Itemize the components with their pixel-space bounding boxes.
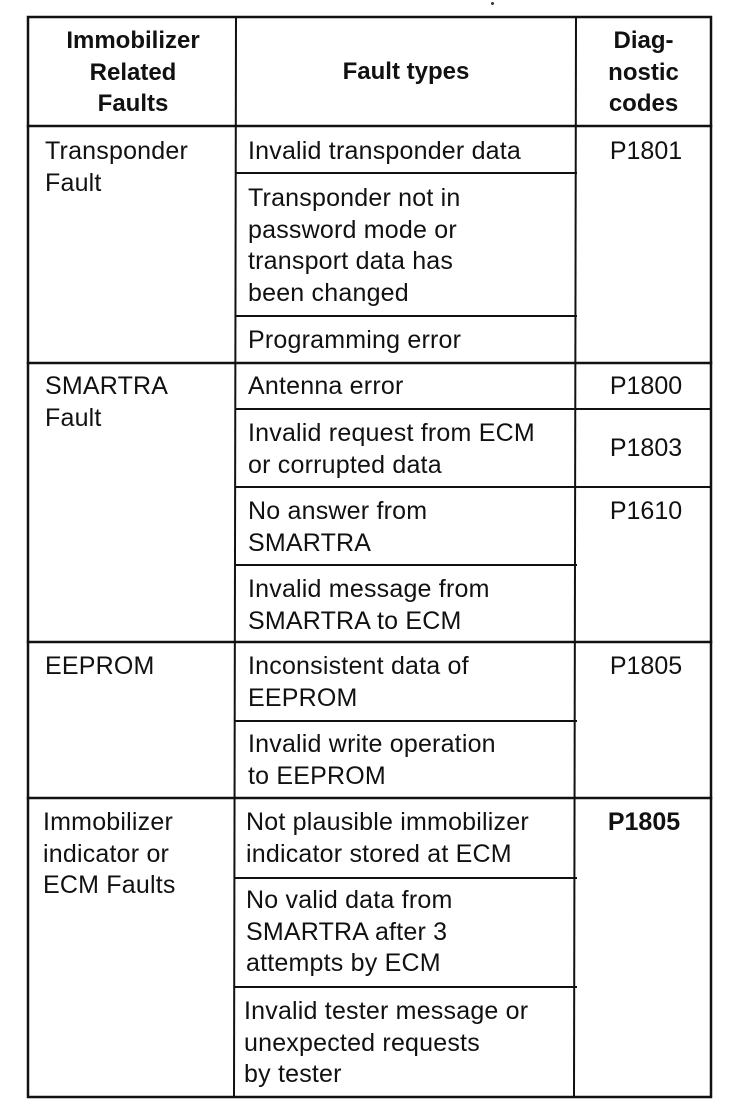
fault-category-transponder: Transponder Fault xyxy=(45,137,189,197)
fault-type-no-valid-data-from-smartra: No valid data from SMARTRA after 3 attempts by ECM xyxy=(246,886,453,977)
diagnostic-code-p1803: P1803 xyxy=(609,434,683,462)
fault-type-invalid-transponder-data: Invalid transponder data xyxy=(248,137,522,165)
fault-type-invalid-request-from-ecm: Invalid request from ECM or corrupted data xyxy=(248,419,535,479)
fault-type-invalid-tester-message: Invalid tester message or unexpected requests by tester xyxy=(244,997,529,1088)
fault-type-antenna-error: Antenna error xyxy=(248,372,404,400)
fault-type-not-plausible-immobilizer-indicator: Not plausible immobilizer indicator stored at ECM xyxy=(246,808,529,868)
fault-type-no-answer-from-smartra: No answer from SMARTRA xyxy=(248,497,428,557)
fault-type-invalid-message-from-smartra: Invalid message from SMARTRA to ECM xyxy=(248,575,490,635)
fault-category-eeprom: EEPROM xyxy=(45,652,155,680)
diagnostic-code-p1801: P1801 xyxy=(609,137,683,165)
header-fault-types: Fault types xyxy=(342,58,470,85)
fault-category-immobilizer-indicator-ecm: Immobilizer indicator or ECM Faults xyxy=(43,808,176,899)
fault-type-programming-error: Programming error xyxy=(248,326,462,354)
diagnostic-code-p1805-eeprom: P1805 xyxy=(609,652,683,680)
fault-type-invalid-write-operation: Invalid write operation to EEPROM xyxy=(248,730,496,790)
header-immobilizer-related-faults: Immobilizer Related Faults xyxy=(66,27,200,117)
fault-category-smartra: SMARTRA Fault xyxy=(45,372,169,432)
diagnostic-code-p1610: P1610 xyxy=(609,497,683,525)
fault-type-inconsistent-data-of-eeprom: Inconsistent data of EEPROM xyxy=(248,652,469,712)
diagnostic-code-p1805-ecm: P1805 xyxy=(607,808,681,836)
header-diagnostic-codes: Diag- nostic codes xyxy=(608,27,679,117)
diagnostic-code-p1800: P1800 xyxy=(609,372,683,400)
fault-type-transponder-not-in-password-mode: Transponder not in password mode or transport data has been changed xyxy=(248,184,461,307)
